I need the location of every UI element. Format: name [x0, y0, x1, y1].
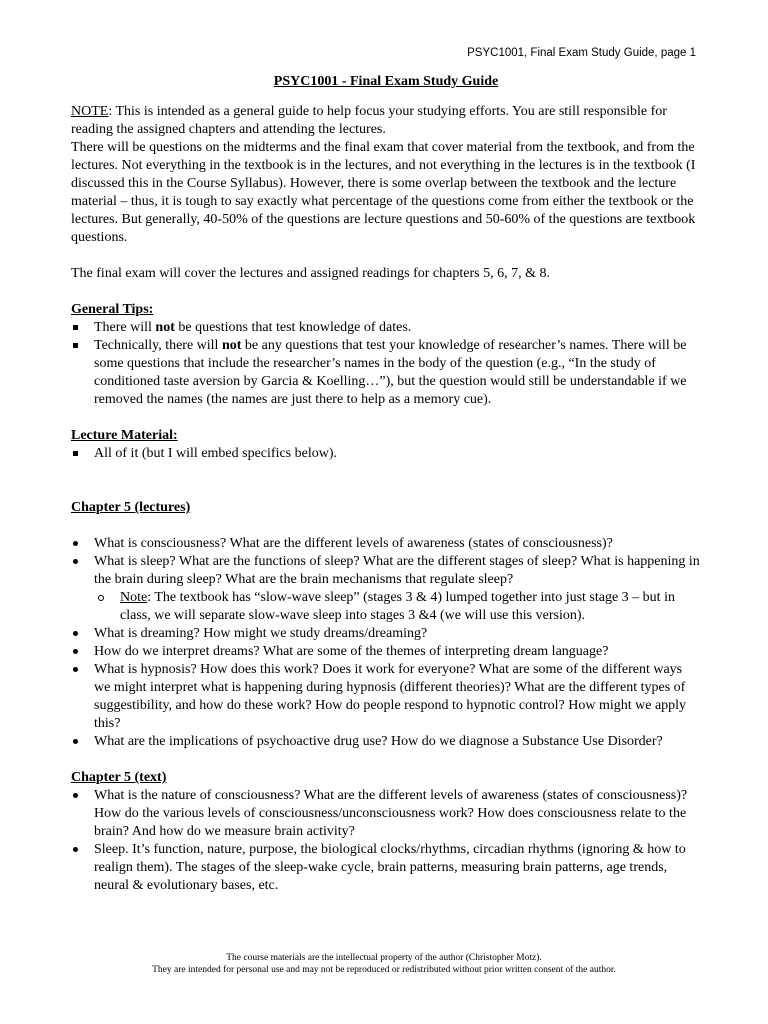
lecture-material-list	[71, 445, 701, 463]
chapter5-text-heading: Chapter 5 (text)	[71, 770, 167, 785]
list-item	[71, 319, 701, 337]
note-label: NOTE	[71, 104, 109, 119]
list-item: What is sleep? What are the functions of sleep? What are the different stages of sleep? What is happening in the brain during sleep? What are the brain mechanisms that regulate sleep?	[71, 553, 701, 589]
tip-text: There will	[94, 320, 156, 335]
intro-paragraph: There will be questions on the midterms and the final exam that cover material from the textbook, and from the lectures. Not everything in the textbook is in the lectures, and not everything in the lectures is in the textbook (I discussed this in the Course Syllabus). However, there is some overlap between the textbook and the lecture material – thus, it is tough to say exactly what percentage of the questions come from either the textbook or the lectures. But generally, 40-50% of the questions are lecture questions and 50-60% of the questions are textbook questions.	[71, 140, 696, 245]
tip-emphasis: not	[221, 338, 242, 353]
final-exam-coverage: The final exam will cover the lectures and assigned readings for chapters 5, 6, 7, & 8.	[71, 266, 550, 281]
document-title: PSYC1001 - Final Exam Study Guide	[273, 74, 499, 89]
chapter5-lectures-list	[71, 535, 701, 751]
chapter5-text-list	[71, 787, 701, 895]
running-header: PSYC1001, Final Exam Study Guide, page 1	[467, 47, 696, 59]
note-paragraph	[71, 103, 701, 139]
tip-text: be questions that test knowledge of dates.	[174, 320, 412, 335]
note-text: : This is intended as a general guide to help focus your studying efforts. You are still responsible for reading the assigned chapters and attending the lectures.	[71, 104, 667, 137]
list-item: All of it (but I will embed specifics below).	[71, 445, 701, 463]
chapter5-lectures-heading: Chapter 5 (lectures)	[71, 500, 191, 515]
general-tips-heading: General Tips:	[71, 302, 154, 317]
tip-text: Technically, there will	[94, 338, 222, 353]
list-item: What is consciousness? What are the different levels of awareness (states of consciousness)?	[71, 535, 701, 553]
list-item: How do we interpret dreams? What are some of the themes of interpreting dream language?	[71, 643, 701, 661]
page-footer	[0, 953, 768, 976]
document-body	[71, 73, 701, 895]
list-item: What is hypnosis? How does this work? Does it work for everyone? What are some of the different ways we might interpret what is happening during hypnosis (different theories)? What are the different types of suggestibility, and how do these work? How do people respond to hypnotic control? How might we apply this?	[71, 661, 701, 733]
list-item: What are the implications of psychoactive drug use? How do we diagnose a Substance Use Disorder?	[71, 733, 701, 751]
lecture-material-heading: Lecture Material:	[71, 428, 178, 443]
sub-list-item	[71, 589, 701, 625]
tip-text: be any questions that test your knowledge of researcher’s names. There will be some questions that include the researcher’s names in the body of the question (e.g., “In the study of conditioned taste aversion by Garcia & Koelling…”), but the question would still be understandable if we removed the names (the names are just there to help as a memory cue).	[94, 338, 687, 407]
list-item: What is dreaming? How might we study dreams/dreaming?	[71, 625, 701, 643]
list-item: Sleep. It’s function, nature, purpose, the biological clocks/rhythms, circadian rhythms (ignoring & how to realign them). The stages of the sleep-wake cycle, brain patterns, measuring brain patterns, age trends, neural & evolutionary bases, etc.	[71, 841, 701, 895]
footer-line: They are intended for personal use and may not be reproduced or redistributed without prior written consent of the author.	[152, 964, 616, 975]
list-item	[71, 337, 701, 409]
general-tips-list	[71, 319, 701, 409]
list-item: What is the nature of consciousness? What are the different levels of awareness (states of consciousness)? How do the various levels of consciousness/unconsciousness work? How does consciousness relate to the brain? And how do we measure brain activity?	[71, 787, 701, 841]
note-label: Note	[120, 590, 148, 605]
note-text: : The textbook has “slow-wave sleep” (stages 3 & 4) lumped together into just stage 3 – but in class, we will separate slow-wave sleep into stages 3 &4 (we will use this version).	[120, 590, 675, 623]
footer-line: The course materials are the intellectual property of the author (Christopher Motz).	[226, 953, 542, 963]
tip-emphasis: not	[155, 320, 175, 335]
